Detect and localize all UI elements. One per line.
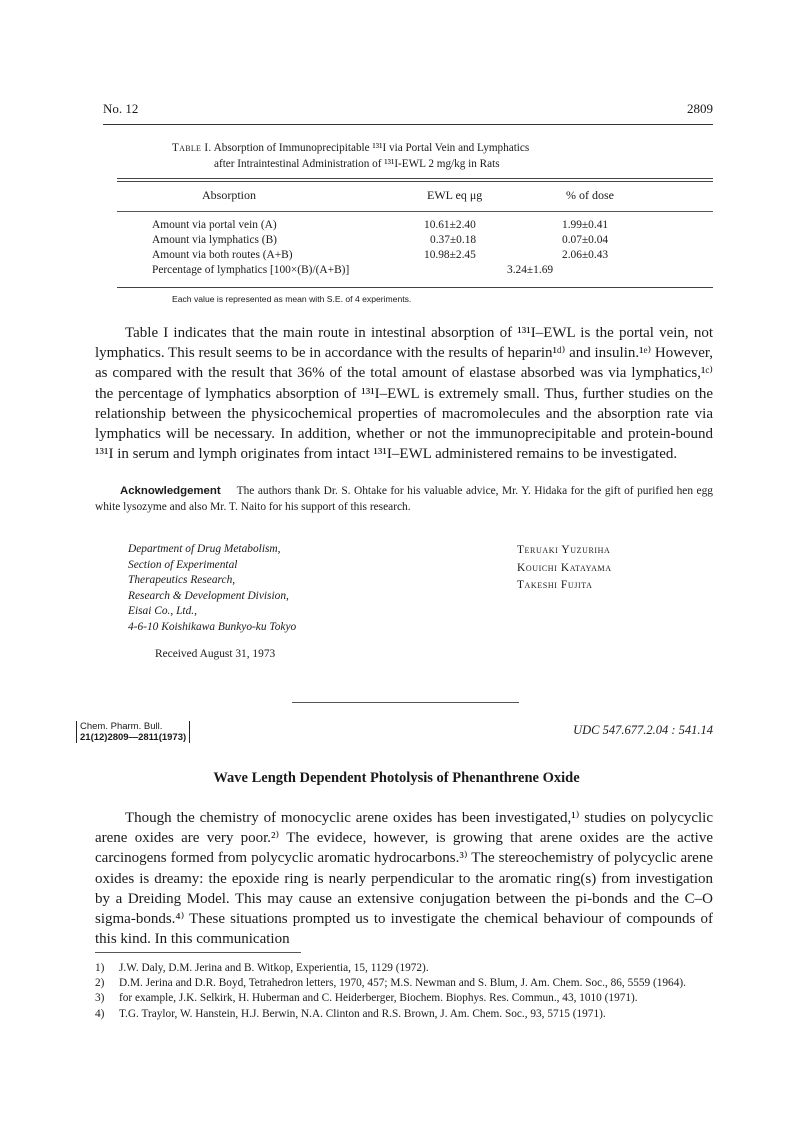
affiliation-line: Eisai Co., Ltd., (128, 605, 197, 618)
acknowledgement (95, 483, 713, 515)
affiliation-block (128, 542, 296, 636)
udc-code: UDC 547.677.2.04 : 541.14 (573, 723, 713, 737)
body-paragraph: Though the chemistry of monocyclic arene oxides has been investigated,¹⁾ studies on polycyclic arene oxides are very poor.²⁾ The evidece, however, is growing that arene oxides are the active carcinogens formed from polycyclic aromatic hydrocarbons.³⁾ The stereochemistry of polycyclic arene oxides is dreamy: the epoxide ring is nearly perpendicular to the aromatic ring(s) from investigation by a Dreiding Model. This may cause an extensive conjugation between the pi-bonds and the C–O sigma-bonds.⁴⁾ These situations prompted us to investigate the chemical behaviour of compounds of this kind. In this communication (95, 810, 713, 948)
table-caption-text: Absorption of Immunoprecipitable ¹³¹I via Portal Vein and Lymphatics (213, 142, 530, 154)
footnote (95, 1007, 713, 1022)
row-dose: 1.99±0.41 (562, 219, 609, 231)
citation-journal: Chem. Pharm. Bull. (80, 721, 163, 732)
affiliation-line: Department of Drug Metabolism, (128, 543, 281, 555)
footnote-text: J.W. Daly, D.M. Jerina and B. Witkop, Experientia, 15, 1129 (1972). (119, 962, 429, 974)
table-caption (172, 140, 652, 172)
acknowledgement-heading: Acknowledgement (120, 485, 221, 497)
table-top-rule-2 (117, 181, 713, 182)
row-label: Amount via portal vein (A) (152, 219, 277, 231)
row-label: Amount via both routes (A+B) (152, 249, 293, 261)
acknowledgement-text: The authors thank Dr. S. Ohtake for his valuable advice, Mr. Y. Hidaka for the gift of purified hen egg white lysozyme and also Mr. T. Naito for his support of this research. (95, 485, 713, 513)
author-name: Takeshi Fujita (517, 579, 593, 592)
table-row (152, 234, 712, 249)
footnote-text: T.G. Traylor, W. Hanstein, H.J. Berwin, N.A. Clinton and R.S. Brown, J. Am. Chem. Soc., 93, 5715 (1971). (119, 1007, 606, 1020)
journal-citation (76, 721, 190, 743)
author-name: Teruaki Yuzuriha (517, 544, 611, 556)
table-header-absorption: Absorption (202, 188, 256, 202)
page-number: 2809 (687, 101, 713, 116)
citation-volume: 21(12)2809—2811(1973) (80, 732, 187, 743)
author-name: Kouichi Katayama (517, 561, 612, 574)
affiliation-line: Research & Development Division, (128, 589, 289, 602)
row-label: Amount via lymphatics (B) (152, 234, 277, 246)
table-header-dose: % of dose (566, 188, 614, 202)
footnote (95, 961, 713, 976)
affiliation-line: 4-6-10 Koishikawa Bunkyo-ku Tokyo (128, 620, 297, 633)
table-row (152, 249, 712, 264)
body-paragraph: Table I indicates that the main route in intestinal absorption of ¹³¹I–EWL is the portal vein, not lymphatics. This result seems to be in accordance with the results of heparin¹ᵈ⁾ and insulin.¹ᵉ⁾ However, as compared with the result that 36% of the total amount of elastase absorbed was via lymphatics,¹ᶜ⁾ the percentage of lymphatics absorption of ¹³¹I–EWL is extremely small. Thus, further studies on the relationship between the physicochemical properties of macromolecules and the absorption rate via lymphatics will be necessary. In addition, whether or not the immunoprecipitable and protein-bound ¹³¹I in serum and lymph originates from intact ¹³¹I–EWL administered remains to be investigated. (95, 325, 714, 463)
table-row (152, 264, 712, 279)
footnote-number: 1) (95, 962, 105, 974)
table-footnote: Each value is represented as mean with S.E. of 4 experiments. (172, 294, 412, 304)
table-bottom-rule (117, 287, 713, 288)
journal-issue: No. 12 (103, 101, 139, 116)
affiliation-line: Section of Experimental (128, 558, 238, 571)
footnote-text: for example, J.K. Selkirk, H. Huberman and C. Heiderberger, Biochem. Biophys. Res. Commun., 43, 1010 (1971). (119, 992, 638, 1005)
table-caption-line-1 (172, 140, 652, 156)
header-divider (103, 124, 713, 125)
footnote-number: 3) (95, 992, 105, 1005)
table-label: Table I. (172, 142, 212, 154)
row-label: Percentage of lymphatics [100×(B)/(A+B)] (152, 264, 350, 276)
row-ewl: 10.61±2.40 (424, 219, 476, 231)
row-ewl: 0.37±0.18 (430, 234, 477, 246)
row-dose: 0.07±0.04 (562, 234, 609, 246)
footnote-number: 2) (95, 977, 105, 990)
footnote (95, 976, 713, 991)
footnote-divider (95, 952, 301, 953)
article-divider (292, 702, 519, 703)
table-caption-line-2: after Intraintestinal Administration of ¹³¹I-EWL 2 mg/kg in Rats (214, 158, 500, 170)
footnote-text: D.M. Jerina and D.R. Boyd, Tetrahedron letters, 1970, 457; M.S. Newman and S. Blum, J. Am. Chem. Soc., 86, 5559 (1964). (119, 977, 686, 990)
row-ewl: 10.98±2.45 (424, 249, 476, 261)
table-header-ewl: EWL eq μg (427, 188, 483, 202)
row-dose: 2.06±0.43 (562, 249, 609, 261)
table-row (152, 219, 712, 234)
table-top-rule (117, 178, 713, 179)
article-title: Wave Length Dependent Photolysis of Phenanthrene Oxide (213, 770, 580, 786)
affiliation-line: Therapeutics Research, (128, 574, 236, 587)
table-header-rule (117, 211, 713, 212)
row-percentage: 3.24±1.69 (507, 264, 554, 276)
footnote (95, 991, 713, 1006)
received-date: Received August 31, 1973 (155, 648, 276, 660)
author-list (517, 542, 612, 595)
footnotes (95, 961, 713, 1022)
footnote-number: 4) (95, 1007, 105, 1020)
